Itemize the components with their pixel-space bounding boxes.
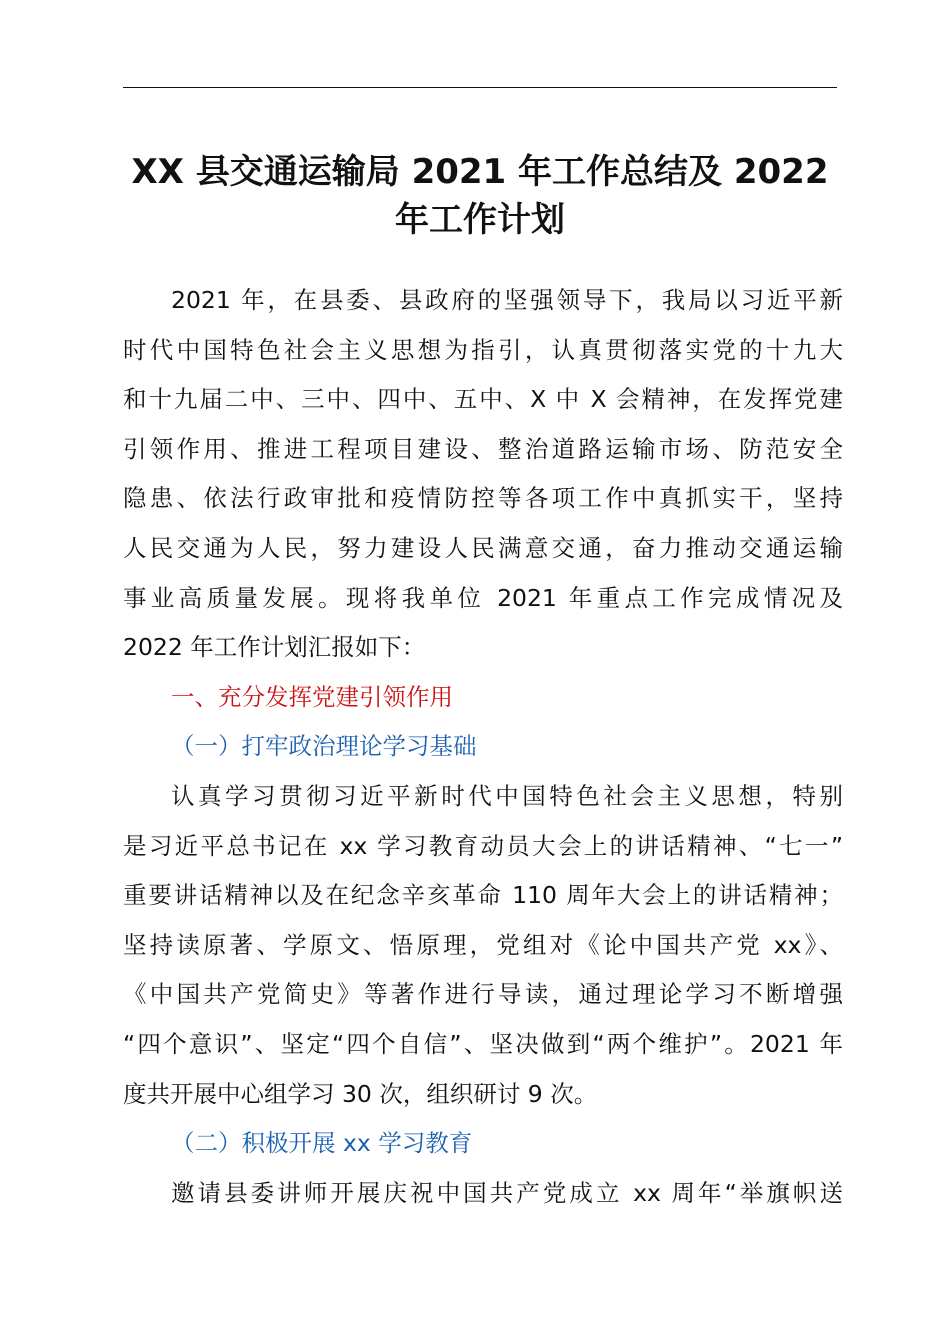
title-line: XX 县交通运输局 2021 年工作总结及 2022: [131, 152, 829, 192]
section-heading: 一、充分发挥党建引领作用: [171, 682, 453, 711]
subsection-heading: （二）积极开展 xx 学习教育: [171, 1129, 473, 1158]
text-line: 邀请县委讲师开展庆祝中国共产党成立 xx 周年“举旗帜送: [171, 1178, 843, 1207]
document-title: [110, 148, 850, 244]
text-line: 2022 年工作计划汇报如下：: [123, 633, 426, 662]
text-line: 重要讲话精神以及在纪念辛亥革命 110 周年大会上的讲话精神；: [123, 881, 843, 910]
text-line: 2021 年，在县委、县政府的坚强领导下，我局以习近平新: [171, 286, 843, 314]
text-line: “四个意识”、坚定“四个自信”、坚决做到“两个维护”。2021 年: [123, 1029, 843, 1058]
header-rule: [123, 87, 837, 88]
text-line: 人民交通为人民，努力建设人民满意交通，奋力推动交通运输: [123, 533, 843, 562]
text-line: 引领作用、推进工程项目建设、整治道路运输市场、防范安全: [123, 434, 843, 463]
text-line: 是习近平总书记在 xx 学习教育动员大会上的讲话精神、“七一”: [123, 831, 843, 860]
document-body: [123, 276, 843, 1218]
text-line: 度共开展中心组学习 30 次，组织研讨 9 次。: [123, 1079, 598, 1108]
subsection-paragraph: [123, 1169, 843, 1219]
text-line: 隐患、依法行政审批和疫情防控等各项工作中真抓实干，坚持: [123, 484, 843, 513]
title-line: 年工作计划: [395, 200, 565, 240]
text-line: 事业高质量发展。现将我单位 2021 年重点工作完成情况及: [123, 583, 843, 612]
subsection-heading: （一）打牢政治理论学习基础: [171, 732, 477, 761]
text-line: 《中国共产党简史》等著作进行导读，通过理论学习不断增强: [123, 980, 843, 1009]
subsection-paragraph: [123, 772, 843, 1119]
text-line: 和十九届二中、三中、四中、五中、X 中 X 会精神，在发挥党建: [123, 385, 843, 414]
text-line: 时代中国特色社会主义思想为指引，认真贯彻落实党的十九大: [123, 335, 843, 364]
text-line: 认真学习贯彻习近平新时代中国特色社会主义思想，特别: [171, 781, 843, 810]
intro-paragraph: [123, 276, 843, 673]
text-line: 坚持读原著、学原文、悟原理，党组对《论中国共产党 xx》、: [123, 930, 843, 959]
